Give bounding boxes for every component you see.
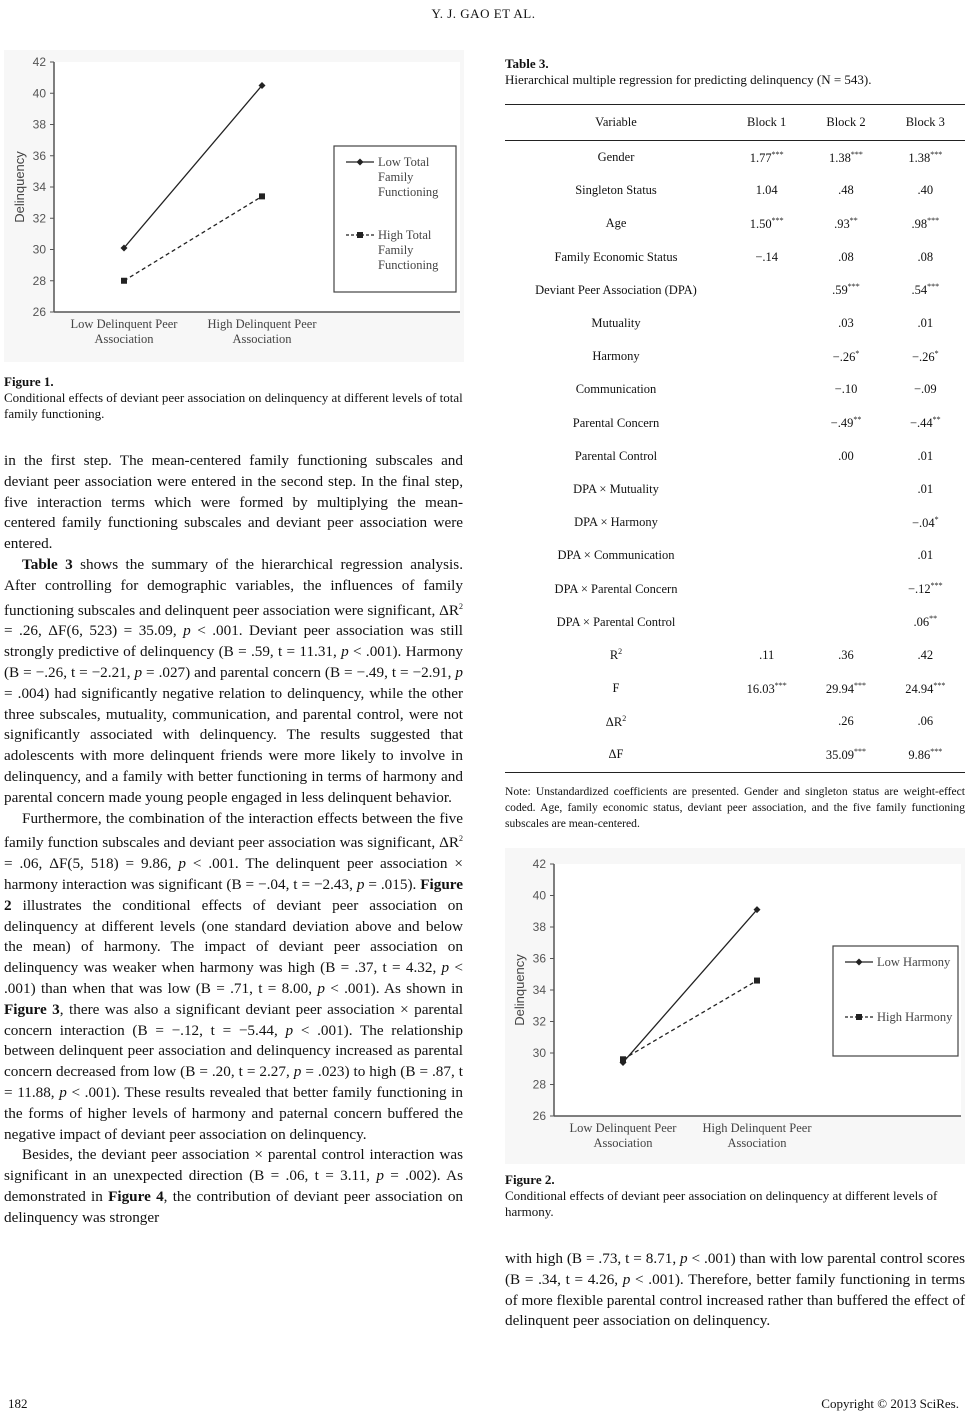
y-tick-label: 32 [32, 211, 46, 226]
x-category-label-line2: Association [232, 332, 292, 346]
variable-name: Age [605, 216, 627, 231]
significance-stars: *** [847, 282, 860, 292]
coefficient-value: .03 [838, 316, 854, 331]
table-row [505, 440, 965, 473]
table-header-cell: Block 2 [806, 104, 885, 141]
table-header-cell: Block 3 [886, 104, 965, 141]
table-cell-coefficient [727, 539, 806, 572]
table-cell-variable [505, 407, 727, 440]
coefficient-value: .06 [913, 615, 930, 630]
data-point-square [121, 278, 127, 284]
table-cell-coefficient [727, 639, 806, 672]
coefficient-value: 1.38 [829, 150, 851, 165]
page-number: 182 [8, 1396, 28, 1411]
variable-name: DPA × Parental Control [556, 614, 676, 629]
table-cell-coefficient [806, 141, 885, 175]
table-cell-coefficient [806, 440, 885, 473]
coefficient-value: −.49 [830, 416, 854, 431]
coefficient-value: −.14 [755, 249, 778, 264]
y-tick-label: 38 [32, 117, 46, 132]
table-cell-coefficient [886, 606, 965, 639]
text-segment: with high (B = .73, t = 8.71, [505, 1250, 681, 1267]
table-row [505, 307, 965, 340]
significance-stars: ** [929, 614, 938, 624]
table-3-caption [505, 56, 872, 88]
paragraph-p2 [4, 555, 463, 809]
significance-stars: *** [850, 149, 863, 159]
y-tick-label: 42 [532, 857, 546, 871]
coefficient-value: 1.50 [749, 217, 772, 232]
table-row [505, 506, 965, 539]
y-tick-label: 34 [32, 180, 46, 194]
variable-name: Family Economic Status [554, 249, 678, 264]
y-tick-label: 42 [32, 55, 46, 69]
table-row [505, 539, 965, 572]
text-segment: Furthermore, the combination of the interaction effects between the five family function subscales and deviant peer association was significant, ΔR [4, 809, 463, 852]
table-cell-coefficient [727, 407, 806, 440]
variable-superscript: 2 [618, 647, 623, 657]
table-cell-coefficient [806, 174, 885, 207]
table-cell-coefficient [806, 407, 885, 440]
x-category-label-line2: Association [94, 332, 154, 346]
right-column-text [505, 1249, 965, 1332]
significance-stars: *** [933, 680, 946, 690]
table-header-cell: Block 1 [727, 104, 806, 141]
coefficient-value: 35.09 [825, 748, 855, 763]
coefficient-value: 24.94 [905, 681, 934, 696]
table-row [505, 473, 965, 506]
table-cell-coefficient [886, 141, 965, 175]
coefficient-value: .01 [917, 481, 934, 496]
table-cell-coefficient [727, 174, 806, 207]
table-header-cell: Variable [505, 104, 727, 141]
table-cell-variable [505, 672, 727, 705]
table-cell-coefficient [806, 738, 885, 772]
table-cell-coefficient [806, 473, 885, 506]
coefficient-value: .98 [911, 217, 928, 232]
figure-1-caption [4, 374, 464, 422]
table-cell-coefficient [806, 539, 885, 572]
coefficient-value: .36 [838, 647, 854, 662]
significance-stars: *** [771, 149, 784, 159]
table-cell-coefficient [806, 572, 885, 605]
legend-label: High Harmony [877, 1010, 953, 1024]
y-tick-label: 26 [32, 305, 46, 319]
text-segment: p [341, 643, 349, 661]
variable-name: R [609, 648, 619, 663]
table-cell-coefficient [727, 274, 806, 307]
table-cell-coefficient [727, 473, 806, 506]
significance-stars: * [934, 348, 939, 358]
table-cell-coefficient [806, 705, 885, 738]
table-cell-variable [505, 705, 727, 738]
table-cell-coefficient [727, 141, 806, 175]
variable-name: Deviant Peer Association (DPA) [535, 282, 697, 297]
running-header: Y. J. GAO ET AL. [431, 6, 536, 21]
table-cell-coefficient [886, 307, 965, 340]
significance-stars: ** [853, 415, 862, 425]
significance-stars: *** [930, 149, 943, 159]
table-3-label: Table 3. [505, 56, 549, 71]
text-segment: , the contribution of deviant peer association on delinquency was stronger [4, 1188, 464, 1226]
table-cell-coefficient [806, 241, 885, 274]
variable-name: DPA × Harmony [574, 515, 658, 530]
coefficient-value: .59 [832, 283, 848, 298]
text-segment: illustrates the conditional effects of deviant peer association on delinquency at different levels (one standard deviation above and below the mean) of harmony. The impact of deviant peer association on delinquency was weaker when harmony was high (B = .37, t = 4.32, [4, 896, 463, 977]
table-cell-coefficient [727, 307, 806, 340]
coefficient-value: .11 [759, 647, 775, 662]
table-3 [505, 104, 965, 773]
figure-2-caption [505, 1172, 965, 1220]
significance-stars: *** [930, 580, 943, 590]
table-row [505, 572, 965, 605]
text-segment: p [441, 959, 450, 977]
coefficient-value: 1.38 [908, 150, 931, 165]
table-3-note: Note: Unstandardized coefficients are presented. Gender and singleton status are weight-effect coded. Age, family economic status, deviant peer association, and the five family functioning subscales are mean-centered. [505, 785, 965, 830]
y-tick-label: 30 [32, 242, 46, 257]
variable-name: Gender [597, 150, 635, 165]
variable-name: Communication [575, 382, 657, 397]
y-tick-label: 36 [532, 951, 546, 966]
coefficient-value: .01 [917, 448, 934, 463]
legend-label: High Total Family Functioning [378, 228, 439, 272]
coefficient-value: −.04 [911, 515, 935, 530]
variable-name: Singleton Status [575, 183, 657, 198]
text-segment: in the first step. The mean-centered family functioning subscales and deviant peer association were entered in the second step. In the final step, five interaction terms which were formed by multiplying the mean-centered family functioning subscales and deviant peer association were entered. [4, 452, 463, 553]
table-cell-coefficient [727, 241, 806, 274]
coefficient-value: .00 [838, 448, 854, 463]
table-cell-coefficient [727, 672, 806, 705]
significance-stars: ** [849, 215, 858, 225]
text-segment: = .002). As demonstrated in [4, 1167, 463, 1206]
y-tick-label: 40 [32, 86, 46, 101]
table-cell-variable [505, 738, 727, 772]
table-cell-coefficient [806, 506, 885, 539]
significance-stars: ** [932, 415, 941, 425]
figure-1-caption-text: Conditional effects of deviant peer association on delinquency at different levels of total family functioning. [4, 390, 463, 421]
variable-name: Parental Control [574, 448, 658, 463]
coefficient-value: .42 [917, 647, 934, 662]
table-cell-variable [505, 241, 727, 274]
coefficient-value: 9.86 [908, 748, 931, 763]
text-segment: < .001). As shown in [324, 980, 463, 998]
text-segment: = .027) and parental concern (B = −.49, t = −2.91, [142, 664, 456, 682]
table-cell-variable [505, 539, 727, 572]
x-category-label-line1: High Delinquent Peer [207, 317, 317, 331]
table-cell-coefficient [727, 738, 806, 772]
coefficient-value: −.26 [832, 349, 856, 364]
text-segment: , there was also a significant deviant peer association × parental concern interaction (B = −.12, t = −5.44, [4, 1000, 464, 1039]
table-cell-variable [505, 141, 727, 175]
table-cell-coefficient [806, 340, 885, 373]
text-segment: < .001). The relationship between delinquent peer association and delinquency increased as parental concern decreased from low (B = .20, t = 2.27, [4, 1021, 463, 1081]
coefficient-value: −.10 [834, 382, 858, 397]
table-cell-variable [505, 639, 727, 672]
table-row [505, 207, 965, 240]
text-segment: p [356, 876, 365, 894]
table-cell-variable [505, 340, 727, 373]
significance-stars: *** [774, 680, 787, 690]
table-cell-coefficient [886, 373, 965, 406]
y-tick-label: 32 [532, 1014, 546, 1029]
text-segment: p [183, 622, 191, 640]
paragraph-p1 [4, 451, 463, 555]
table-cell-coefficient [886, 539, 965, 572]
table-cell-coefficient [886, 274, 965, 307]
y-tick-label: 28 [32, 273, 46, 288]
variable-name: ΔF [608, 747, 624, 762]
text-segment: shows the summary of the hierarchical regression analysis. After controlling for demographic variables, the influences of family functioning subscales and delinquent peer association were significant, ΔR [4, 555, 463, 619]
text-segment: Figure 4 [108, 1188, 164, 1206]
x-category-label-line2: Association [727, 1136, 787, 1150]
text-segment: < .001) than with low parental control scores (B = .34, t = 4.26, [505, 1250, 965, 1288]
table-cell-coefficient [886, 241, 965, 274]
table-cell-coefficient [886, 672, 965, 705]
table-cell-coefficient [806, 606, 885, 639]
significance-stars: *** [854, 680, 867, 690]
text-segment: 2 [459, 601, 463, 611]
x-category-label-line1: Low Delinquent Peer [70, 317, 178, 331]
variable-name: Mutuality [591, 316, 641, 331]
significance-stars: *** [930, 746, 943, 756]
coefficient-value: .08 [917, 249, 934, 264]
text-segment: p [680, 1250, 688, 1267]
text-segment: = .26, ΔF(6, 523) = 35.09, [4, 622, 184, 640]
table-cell-variable [505, 440, 727, 473]
text-segment: p [285, 1021, 294, 1039]
significance-stars: *** [854, 746, 867, 756]
text-segment: p [622, 1270, 631, 1288]
text-segment: < .001). Therefore, better family functioning in terms of more flexible parental control increased rather than buffered the effect of delinquent peer association on delinquency. [505, 1270, 965, 1330]
variable-name: Parental Concern [572, 415, 660, 430]
table-row [505, 340, 965, 373]
y-tick-label: 34 [532, 983, 546, 997]
coefficient-value: .40 [917, 183, 934, 198]
table-cell-variable [505, 572, 727, 605]
table-cell-coefficient [727, 340, 806, 373]
table-row [505, 738, 965, 772]
paragraph-p4 [4, 1145, 463, 1228]
y-axis-label: Delinquency [512, 954, 527, 1026]
table-cell-coefficient [886, 738, 965, 772]
text-segment: < .001). Harmony (B = −.26, t = −2.21, [4, 643, 464, 682]
coefficient-value: −.26 [911, 349, 935, 364]
table-cell-coefficient [727, 440, 806, 473]
text-segment: = .004) had significantly negative relation to delinquency, while the other three subscales, mutuality, communication, and parental control, were not significantly associated with delinquency. The results suggested that adolescents with more delinquent friends were more likely to involve in delinquency, and a family with better functioning in terms of harmony and parental concern made young people engaged in less delinquent behavior. [4, 684, 463, 806]
variable-name: F [612, 681, 620, 696]
text-segment: = .06, ΔF(5, 518) = 9.86, [4, 855, 179, 873]
table-cell-coefficient [806, 672, 885, 705]
coefficient-value: −.12 [907, 582, 931, 597]
table-row [505, 407, 965, 440]
coefficient-value: .01 [917, 316, 934, 331]
table-cell-variable [505, 506, 727, 539]
text-segment: Figure 3 [4, 1000, 60, 1018]
table-cell-coefficient [806, 373, 885, 406]
y-tick-label: 26 [532, 1109, 546, 1123]
table-row [505, 274, 965, 307]
significance-stars: *** [927, 215, 940, 225]
table-cell-variable [505, 307, 727, 340]
text-segment: Table 3 [22, 555, 73, 573]
table-cell-variable [505, 373, 727, 406]
table-cell-coefficient [886, 705, 965, 738]
coefficient-value: 1.04 [755, 183, 778, 198]
table-cell-coefficient [806, 639, 885, 672]
coefficient-value: −.09 [913, 382, 937, 397]
legend-marker [357, 232, 363, 238]
coefficient-value: 29.94 [825, 681, 855, 696]
text-segment: 2 [459, 834, 463, 844]
variable-name: DPA × Parental Concern [554, 581, 678, 596]
y-tick-label: 36 [32, 148, 46, 163]
coefficient-value: 1.77 [749, 150, 772, 165]
table-row [505, 141, 965, 175]
text-segment: p [376, 1167, 384, 1185]
table-cell-coefficient [727, 606, 806, 639]
table-cell-coefficient [806, 207, 885, 240]
y-tick-label: 38 [532, 920, 546, 934]
figure-2-svg [505, 848, 965, 1164]
coefficient-value: .01 [917, 548, 934, 563]
table-row [505, 639, 965, 672]
table-cell-coefficient [886, 639, 965, 672]
table-row [505, 606, 965, 639]
coefficient-value: .93 [834, 217, 850, 232]
table-cell-coefficient [886, 473, 965, 506]
text-segment: < .001. The delinquent peer association × harmony interaction was significant (B = −.04, t = −2.43, [4, 855, 463, 894]
text-segment: Figure 2 [4, 876, 463, 914]
table-3-title: Hierarchical multiple regression for predicting delinquency (N = 543). [505, 72, 872, 87]
table-row [505, 241, 965, 274]
paragraph-p5 [505, 1249, 965, 1332]
figure-1-chart [4, 50, 464, 362]
text-segment: Besides, the deviant peer association × parental control interaction was significant in an unexpected direction (B = .06, t = 3.11, [4, 1146, 463, 1185]
text-segment: p [293, 1063, 302, 1081]
figure-2-caption-text: Conditional effects of deviant peer association on delinquency at different levels of harmony. [505, 1188, 938, 1219]
table-cell-coefficient [886, 572, 965, 605]
significance-stars: * [934, 514, 939, 524]
table-cell-coefficient [727, 705, 806, 738]
legend-marker [856, 1014, 862, 1020]
text-segment: = .015). [364, 876, 421, 894]
variable-name: ΔR [605, 714, 623, 729]
table-cell-coefficient [806, 307, 885, 340]
table-cell-coefficient [886, 340, 965, 373]
table-cell-coefficient [886, 174, 965, 207]
data-point-square [620, 1056, 626, 1062]
table-cell-variable [505, 274, 727, 307]
y-tick-label: 40 [532, 888, 546, 903]
table-row [505, 672, 965, 705]
legend-label: Low Harmony [877, 955, 951, 969]
variable-name: DPA × Communication [557, 548, 675, 563]
coefficient-value: .48 [838, 183, 854, 198]
x-category-label-line2: Association [593, 1136, 653, 1150]
x-category-label-line1: Low Delinquent Peer [569, 1121, 677, 1135]
table-cell-coefficient [886, 506, 965, 539]
y-axis-label: Delinquency [12, 151, 27, 223]
y-tick-label: 28 [532, 1077, 546, 1092]
table-cell-coefficient [886, 407, 965, 440]
table-cell-coefficient [886, 440, 965, 473]
variable-superscript: 2 [622, 713, 627, 723]
table-cell-coefficient [727, 572, 806, 605]
table-cell-coefficient [727, 207, 806, 240]
variable-name: Harmony [592, 349, 640, 364]
text-segment: < .001) than when that was low (B = .71, t = 8.00, [4, 959, 463, 998]
x-category-label-line1: High Delinquent Peer [702, 1121, 812, 1135]
copyright-notice: Copyright © 2013 SciRes. [821, 1396, 959, 1411]
table-row [505, 705, 965, 738]
table-cell-variable [505, 174, 727, 207]
figure-2-label: Figure 2. [505, 1172, 555, 1187]
table-cell-variable [505, 207, 727, 240]
coefficient-value: .06 [917, 714, 934, 729]
text-segment: < .001). These results revealed that better family functioning in the forms of higher levels of harmony and paternal concern buffered the negative impact of deviant peer association on delinquency. [4, 1084, 463, 1143]
text-segment: p [455, 664, 463, 682]
figure-1-svg [4, 50, 464, 362]
table-cell-coefficient [806, 274, 885, 307]
significance-stars: *** [927, 282, 940, 292]
table-cell-coefficient [727, 373, 806, 406]
table-row [505, 373, 965, 406]
data-point-square [259, 193, 265, 199]
coefficient-value: −.44 [909, 416, 933, 431]
data-point-square [754, 978, 760, 984]
table-row [505, 174, 965, 207]
text-segment: p [59, 1084, 67, 1102]
text-segment: p [317, 980, 325, 998]
figure-2-chart [505, 848, 965, 1164]
figure-1-label: Figure 1. [4, 374, 54, 389]
text-segment: p [134, 664, 143, 682]
text-segment: p [178, 855, 186, 873]
table-cell-variable [505, 606, 727, 639]
text-segment: < .001. Deviant peer association was still strongly predictive of delinquency (B = .59, t = 11.31, [4, 622, 463, 661]
variable-name: DPA × Mutuality [573, 481, 659, 496]
coefficient-value: .54 [911, 283, 928, 298]
coefficient-value: 16.03 [746, 681, 775, 696]
table-3-header-row [505, 104, 965, 141]
paragraph-p3 [4, 809, 463, 1146]
coefficient-value: .26 [838, 714, 854, 729]
coefficient-value: .08 [838, 249, 854, 264]
y-tick-label: 30 [532, 1046, 546, 1060]
table-cell-coefficient [727, 506, 806, 539]
left-column-text [4, 451, 463, 1229]
legend-label: Low Total Family Functioning [378, 155, 439, 199]
text-segment: = .023) to high (B = .87, t = 11.88, [4, 1063, 463, 1102]
table-cell-coefficient [886, 207, 965, 240]
significance-stars: *** [771, 215, 784, 225]
table-cell-variable [505, 473, 727, 506]
significance-stars: * [855, 348, 860, 358]
